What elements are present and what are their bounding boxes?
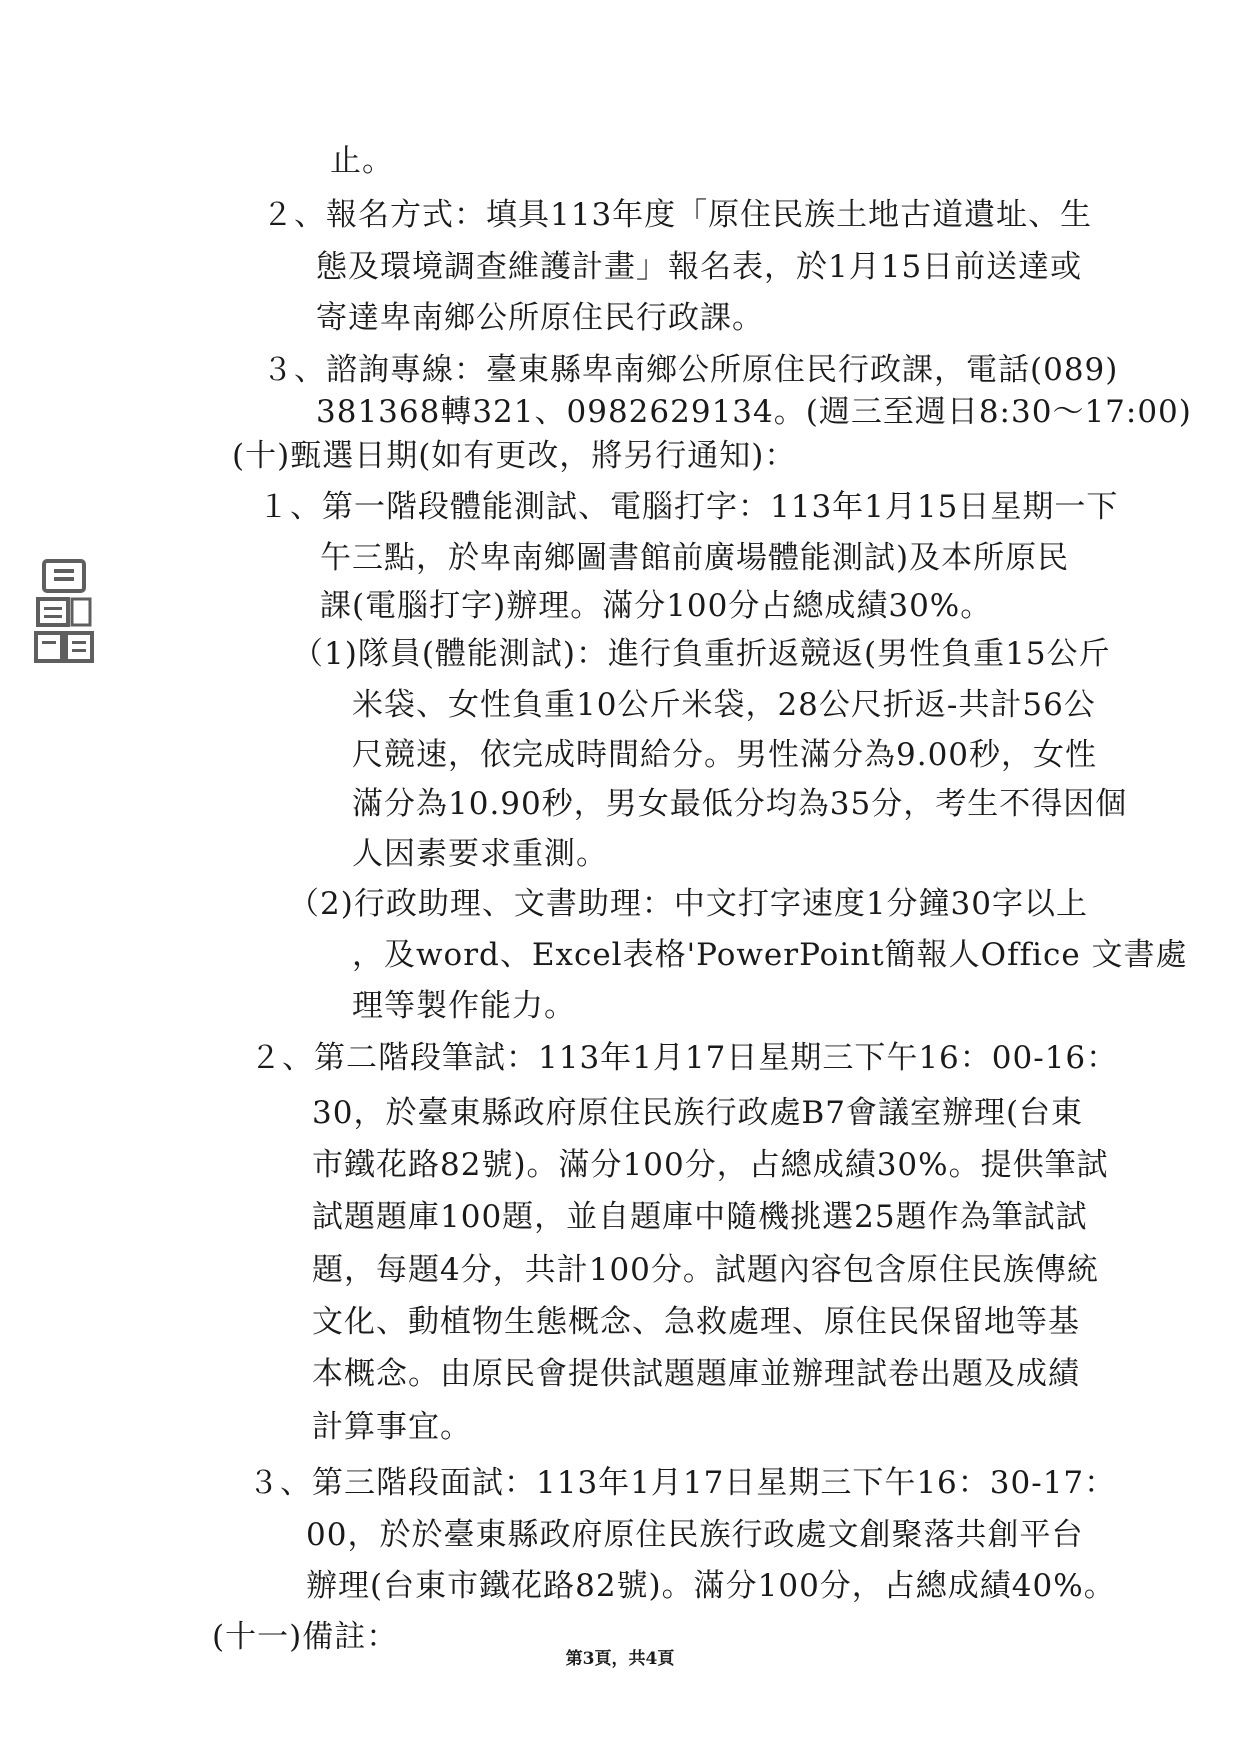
text-line-25: 本概念。由原民會提供試題題庫並辦理試卷出題及成績 [312,1356,1080,1392]
seal-stamp-icon [30,555,98,667]
text-line-3: 態及環境調查維護計畫」報名表，於1月15日前送達或 [316,249,1083,285]
text-line-24: 文化、動植物生態概念、急救處理、原住民保留地等基 [312,1304,1080,1340]
text-line-9: 午三點，於卑南鄉圖書館前廣場體能測試)及本所原民 [320,540,1070,576]
text-line-30: (十一)備註： [212,1619,399,1655]
text-line-29: 辦理(台東市鐵花路82號)。滿分100分，占總成績40%。 [306,1568,1116,1604]
text-line-27: ３、第三階段面試：113年1月17日星期三下午16：30-17： [248,1465,1117,1501]
text-line-13: 尺競速，依完成時間給分。男性滿分為9.00秒，女性 [352,737,1098,773]
text-line-7: (十)甄選日期(如有更改，將另行通知)： [232,438,797,474]
text-line-14: 滿分為10.90秒，男女最低分均為35分，考生不得因個 [352,786,1128,822]
text-line-15: 人因素要求重測。 [352,836,608,872]
text-line-8: １、第一階段體能測試、電腦打字：113年1月15日星期一下 [258,489,1119,525]
page-number-footer: 第3頁，共4頁 [565,1649,675,1669]
text-line-5: ３、諮詢專線：臺東縣卑南鄉公所原住民行政課，電話(089) [262,352,1119,388]
text-line-17: ，及word、Excel表格'PowerPoint簡報人Office 文書處 [352,937,1188,973]
text-line-11: （1)隊員(體能測試)：進行負重折返競返(男性負重15公斤 [292,636,1111,672]
text-line-12: 米袋、女性負重10公斤米袋，28公尺折返-共計56公 [352,687,1096,723]
text-line-19: ２、第二階段筆試：113年1月17日星期三下午16：00-16： [250,1040,1119,1076]
text-line-18: 理等製作能力。 [352,988,576,1024]
text-line-21: 市鐵花路82號)。滿分100分，占總成績30%。提供筆試 [312,1147,1109,1183]
text-line-2: ２、報名方式：填具113年度「原住民族土地古道遺址、生 [262,197,1093,233]
text-line-4: 寄達卑南鄉公所原住民行政課。 [316,300,764,336]
text-line-20: 30，於臺東縣政府原住民族行政處B7會議室辦理(台東 [312,1095,1084,1131]
text-line-28: 00，於於臺東縣政府原住民族行政處文創聚落共創平台 [306,1517,1084,1553]
text-line-23: 題，每題4分，共計100分。試題內容包含原住民族傳統 [312,1252,1099,1288]
text-line-6: 381368轉321、0982629134。(週三至週日8:30～17:00) [316,394,1192,430]
text-line-10: 課(電腦打字)辦理。滿分100分占總成績30%。 [320,588,993,624]
text-line-1: 止。 [330,143,394,179]
text-line-22: 試題題庫100題，並自題庫中隨機挑選25題作為筆試試 [312,1199,1088,1235]
text-line-26: 計算事宜。 [312,1409,472,1445]
text-line-16: （2)行政助理、文書助理：中文打字速度1分鐘30字以上 [288,886,1088,922]
